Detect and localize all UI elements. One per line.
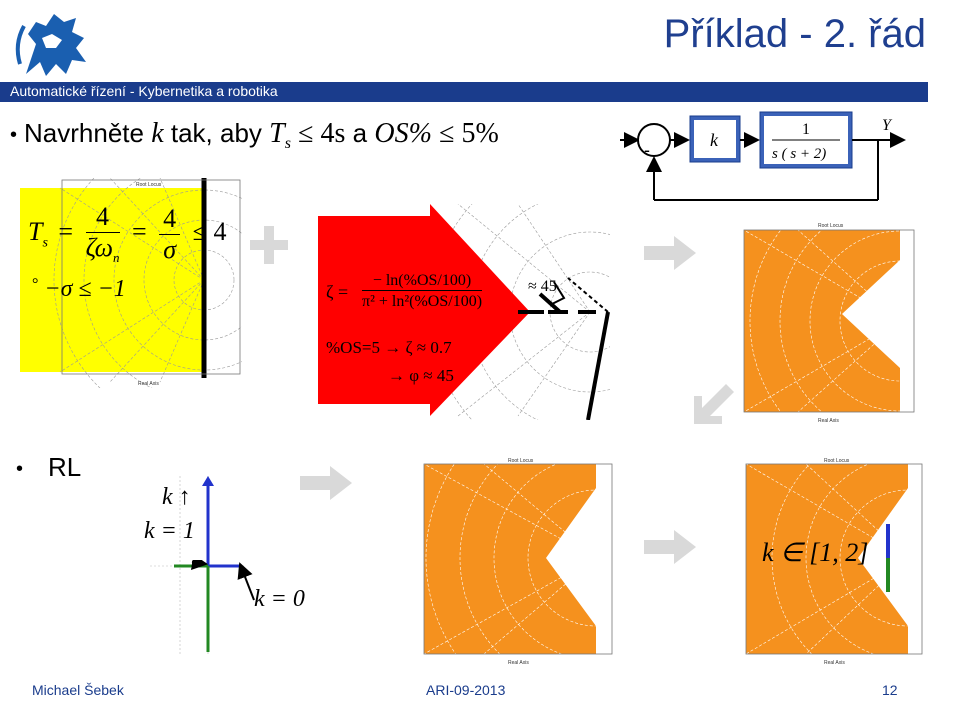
- os-zeta-line: %OS=5 → ζ ≈ 0.7: [326, 338, 452, 357]
- task-statement: Navrhněte k tak, aby $T_s \le 4s$ a OS% ≤ 5%: [24, 118, 499, 153]
- k-eq-1-label: k = 1: [144, 518, 195, 544]
- bullet-icon-rl: •: [16, 458, 24, 480]
- orange-plot-bottom-middle: [404, 454, 618, 670]
- plot-xlabel-4: Real Axis: [824, 660, 845, 666]
- red-plot-panel: [318, 204, 610, 420]
- arrow-down-left-icon: [694, 384, 734, 424]
- feedback-block-diagram: [620, 104, 910, 212]
- plus-icon: [248, 224, 290, 266]
- footer-code: ARI-09-2013: [426, 682, 506, 698]
- minus-sign: -: [644, 140, 650, 160]
- plot-xlabel-3: Real Axis: [508, 660, 529, 666]
- plot-title-3: Root Locus: [508, 458, 534, 464]
- page-number: 12: [882, 682, 898, 698]
- rl-label: RL: [48, 452, 82, 482]
- course-subtitle: Automatické řízení - Kybernetika a robotika: [10, 83, 278, 99]
- bullet-icon: •: [10, 124, 18, 146]
- plant-denominator: s ( s + 2): [772, 146, 827, 162]
- gain-label: k: [710, 130, 718, 150]
- callout-arrows: [190, 560, 262, 612]
- arrow-right-icon-2: [300, 466, 352, 500]
- orange-plot-top: [738, 218, 920, 430]
- zeta-label: ζ =: [326, 282, 349, 302]
- footer-author: Michael Šebek: [32, 682, 124, 698]
- summing-junction: [638, 124, 670, 156]
- k-eq-0-label: k = 0: [254, 586, 305, 612]
- sigma-condition: ° −σ ≤ −1: [32, 276, 126, 302]
- plot-title-2: Root Locus: [818, 223, 844, 229]
- k-range-label: k ∈ [1, 2]: [762, 538, 869, 567]
- phi-line: → φ ≈ 45: [388, 366, 454, 385]
- ctu-lion-logo: [6, 4, 102, 84]
- ts-equation: $T_s$ = 4 $\zeta\omega_n$ = $\frac{4}{\sigma}$ ≤ 4: [28, 202, 227, 266]
- zeta-fraction: − ln(%OS/100) π² + ln²(%OS/100): [362, 272, 483, 310]
- plot-title-4: Root Locus: [824, 458, 850, 464]
- slide-title: Příklad - 2. řád: [663, 12, 926, 56]
- arrow-right-icon-3: [644, 530, 696, 564]
- k-increasing-label: k ↑: [162, 484, 191, 510]
- arrow-right-icon: [644, 236, 696, 270]
- plot-title: Root Locus: [136, 182, 162, 188]
- output-label: Y: [882, 117, 891, 134]
- plot-xlabel: Real Axis: [138, 381, 159, 387]
- plot-xlabel-2: Real Axis: [818, 418, 839, 424]
- plant-numerator: 1: [802, 121, 810, 138]
- approx-45-label: ≈ 45: [528, 278, 557, 295]
